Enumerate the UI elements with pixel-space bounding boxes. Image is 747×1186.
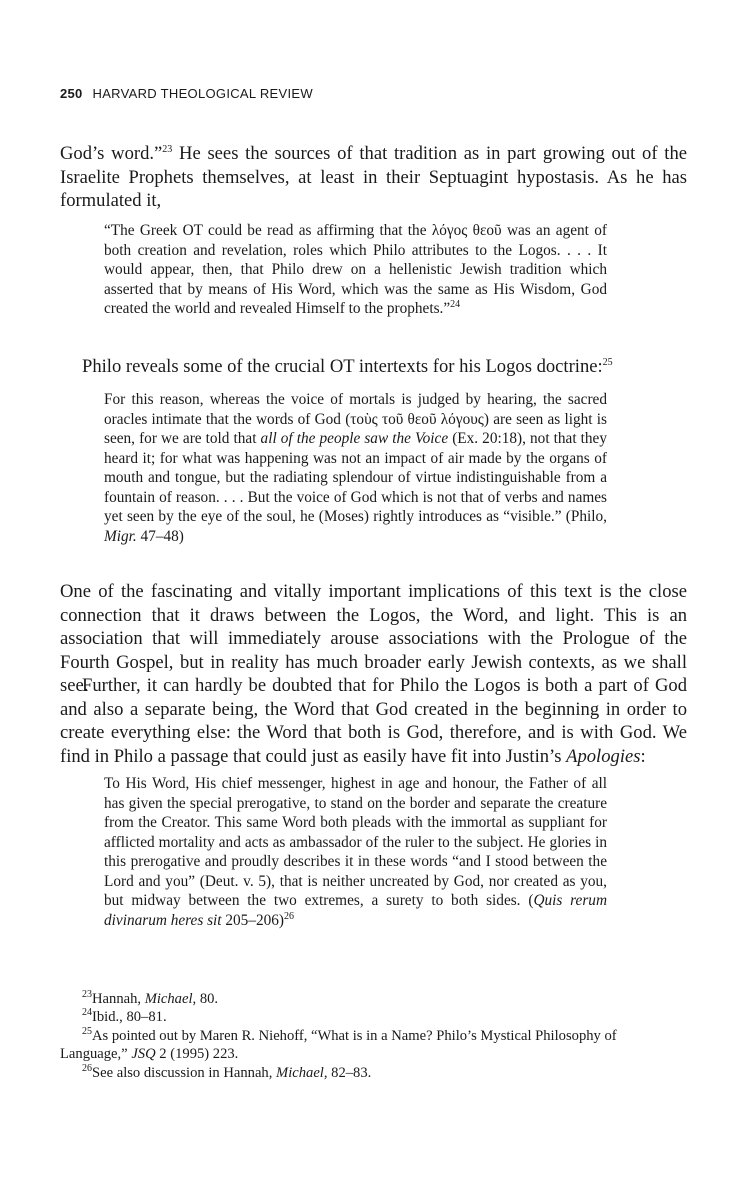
paragraph-1: God’s word.”$^{23}$ He sees the sources of that tradition as in part growing out of the Israelite Prophets themselves, at least in their Septuagint hypostasis. As he has formulated it, [60,143,687,211]
journal-title: HARVARD THEOLOGICAL REVIEW [92,86,313,101]
footnote-ref-25[interactable]: 25 [602,356,613,368]
block-quote-1: “The Greek OT could be read as affirming that the λόγος θεοῦ was an agent of both creation and revelation, roles which Philo attributes to the Logos. . . . It would appear, then, that Philo drew on a hellenistic Jewish tradition which asserted that by means of His Word, which was the same as His Wisdom, God created the world and revealed Himself to the prophets.”$^{24}$ [104,222,607,317]
footnote-ref-23[interactable]: 23 [162,143,173,155]
block-quote-3: To His Word, His chief messenger, highest in age and honour, the Father of all has given the special prerogative, to stand on the border and separate the creature from the Creator. This same Word both pleads with the immortal as suppliant for afflicted mortality and acts as ambassador of the ruler to the subject. He glories in this prerogative and proudly describes it in these words “and I stood between the Lord and you” (Deut. v. 5), that is neither uncreated by God, nor created as you, but midway between the two extremes, a surety to both sides. (Quis rerum divinarum heres sit 205–206)$^{26}$ [104,775,607,929]
running-head [60,86,313,101]
paragraph-4: Further, it can hardly be doubted that for Philo the Logos is both a part of God and also a separate being, the Word that God created in the beginning in order to create everything else: the Word that both is God, therefore, and is with God. We find in Philo a passage that could just as easily have fit into Justin’s Apologies: [60,675,687,767]
block-quote-2: For this reason, whereas the voice of mortals is judged by hearing, the sacred oracles intimate that the words of God (τοὺς τοῦ θεοῦ λόγους) are seen as light is seen, for we are told that all of the people saw the Voice (Ex. 20:18), not that they heard it; for what was happening was not an impact of air made by the organs of mouth and tongue, but the radiating splendour of virtue indistinguishable from a fountain of reason. . . . But the voice of God which is not that of verbs and names yet seen by the eye of the soul, he (Moses) rightly introduces as “visible.” (Philo, Migr. 47–48) [104,391,607,545]
footnote-23: $^{23}$Hannah, Michael, 80. [82,989,219,1007]
paragraph-3: One of the fascinating and vitally important implications of this text is the close connection that it draws between the Logos, the Word, and light. This is an association that will immediately arouse associations with the Prologue of the Fourth Gospel, but in reality has much broader early Jewish contexts, as we shall see. [60,581,687,696]
footnote-ref-26[interactable]: 26 [284,910,295,922]
footnotes [60,990,687,1082]
page-number: 250 [60,86,83,101]
footnote-24: $^{24}$Ibid., 80–81. [82,1007,167,1026]
footnote-25: $^{25}$As pointed out by Maren R. Niehoff, “What is in a Name? Philo’s Mystical Philosophy of Language,” JSQ 2 (1995) 223. [60,1025,617,1063]
footnote-ref-24[interactable]: 24 [450,298,461,310]
footnote-26: $^{26}$See also discussion in Hannah, Michael, 82–83. [82,1062,372,1081]
paragraph-2: Philo reveals some of the crucial OT intertexts for his Logos doctrine:$^{25}$ [82,356,613,377]
